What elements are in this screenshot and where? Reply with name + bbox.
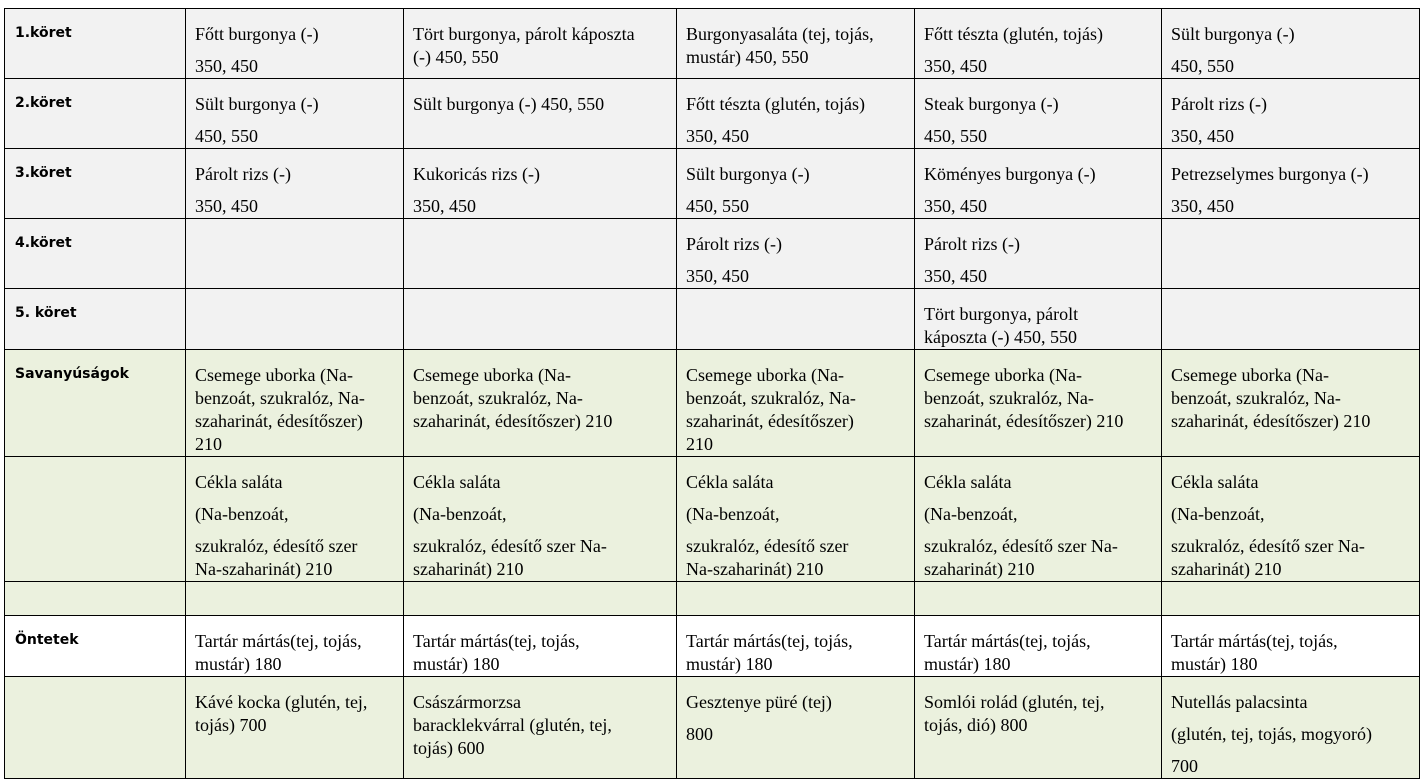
dish-cell — [677, 219, 915, 289]
table-row — [5, 616, 1420, 677]
dish-line: benzoát, szukralóz, Na- — [195, 388, 365, 408]
table-row — [5, 9, 1420, 79]
dish-cell — [186, 79, 404, 149]
dish-cell — [186, 149, 404, 219]
dish-line: (Na-benzoát, — [413, 504, 507, 524]
dish-line: mustár) 180 — [413, 654, 500, 674]
dish-cell — [1162, 289, 1420, 350]
dish-cell — [404, 350, 677, 457]
dish-cell — [404, 457, 677, 582]
dish-line: 350, 450 — [924, 56, 987, 76]
table-row — [5, 582, 1420, 616]
dish-line: szukralóz, édesítő szer Na- — [1171, 536, 1365, 556]
dish-line: szaharinát) 210 — [413, 559, 524, 579]
dish-cell — [186, 350, 404, 457]
dish-line: (Na-benzoát, — [195, 504, 289, 524]
dish-line: szaharinát, édesítőszer) — [686, 411, 854, 431]
dish-line: Steak burgonya (-) — [924, 94, 1059, 114]
dish-line: Csemege uborka (Na- — [1171, 365, 1329, 385]
dish-line: Petrezselymes burgonya (-) — [1171, 164, 1369, 184]
dish-line: baracklekvárral (glutén, tej, — [413, 715, 612, 735]
dish-line: 350, 450 — [924, 266, 987, 286]
dish-line: Cékla saláta — [413, 472, 501, 492]
dish-line: 350, 450 — [686, 266, 749, 286]
row-label: 1.köret — [5, 9, 186, 79]
dish-line: Burgonyasaláta (tej, tojás, — [686, 24, 874, 44]
dish-line: 350, 450 — [1171, 126, 1234, 146]
dish-line: 700 — [1171, 756, 1198, 776]
dish-line: 350, 450 — [195, 196, 258, 216]
dish-cell — [404, 9, 677, 79]
dish-line: szukralóz, édesítő szer Na- — [924, 536, 1118, 556]
dish-line: Na-szaharinát) 210 — [686, 559, 824, 579]
dish-cell — [915, 79, 1162, 149]
dish-line: mustár) 180 — [686, 654, 773, 674]
dish-line: Sült burgonya (-) — [1171, 24, 1295, 44]
dish-line: Csemege uborka (Na- — [686, 365, 844, 385]
dish-line: Császármorzsa — [413, 692, 521, 712]
dish-line: Sült burgonya (-) — [686, 164, 810, 184]
dish-line: Kávé kocka (glutén, tej, — [195, 692, 368, 712]
dish-cell — [1162, 677, 1420, 779]
dish-cell — [677, 616, 915, 677]
dish-cell — [677, 289, 915, 350]
dish-cell — [677, 350, 915, 457]
dish-cell — [186, 616, 404, 677]
dish-line: Tartár mártás(tej, tojás, — [686, 631, 853, 651]
dish-cell — [404, 616, 677, 677]
dish-cell — [1162, 616, 1420, 677]
dish-line: tojás) 700 — [195, 715, 267, 735]
dish-cell — [404, 677, 677, 779]
dish-cell — [186, 457, 404, 582]
dish-line: benzoát, szukralóz, Na- — [686, 388, 856, 408]
dish-cell — [915, 582, 1162, 616]
dish-line: szaharinát, édesítőszer) 210 — [924, 411, 1124, 431]
dish-cell — [1162, 149, 1420, 219]
table-row — [5, 149, 1420, 219]
dish-line: szaharinát) 210 — [924, 559, 1035, 579]
dish-cell — [677, 457, 915, 582]
dish-line: Cékla saláta — [1171, 472, 1259, 492]
dish-line: Párolt rizs (-) — [924, 234, 1020, 254]
dish-line: 800 — [686, 724, 713, 744]
dish-cell — [1162, 9, 1420, 79]
table-row — [5, 457, 1420, 582]
dish-line: Somlói rolád (glutén, tej, — [924, 692, 1105, 712]
menu-table-body — [5, 9, 1420, 779]
row-label: 5. köret — [5, 289, 186, 350]
dish-cell — [186, 289, 404, 350]
dish-line: Tartár mártás(tej, tojás, — [1171, 631, 1338, 651]
table-row — [5, 219, 1420, 289]
dish-line: Párolt rizs (-) — [1171, 94, 1267, 114]
dish-line: Cékla saláta — [686, 472, 774, 492]
dish-cell — [1162, 582, 1420, 616]
dish-line: (-) 450, 550 — [413, 47, 499, 67]
dish-cell — [404, 289, 677, 350]
table-row — [5, 289, 1420, 350]
dish-cell — [1162, 219, 1420, 289]
row-label: Savanyúságok — [5, 350, 186, 457]
dish-line: Párolt rizs (-) — [686, 234, 782, 254]
table-row — [5, 677, 1420, 779]
dish-line: mustár) 180 — [1171, 654, 1258, 674]
dish-cell — [404, 149, 677, 219]
dish-line: 350, 450 — [686, 126, 749, 146]
dish-line: 450, 550 — [924, 126, 987, 146]
dish-line: mustár) 180 — [195, 654, 282, 674]
dish-cell — [915, 616, 1162, 677]
dish-line: Nutellás palacsinta — [1171, 692, 1308, 712]
dish-line: Na-szaharinát) 210 — [195, 559, 333, 579]
dish-line: (Na-benzoát, — [924, 504, 1018, 524]
dish-line: 210 — [686, 434, 713, 454]
dish-line: Tartár mártás(tej, tojás, — [413, 631, 580, 651]
row-label: 2.köret — [5, 79, 186, 149]
dish-line: mustár) 180 — [924, 654, 1011, 674]
dish-line: benzoát, szukralóz, Na- — [924, 388, 1094, 408]
row-label — [5, 582, 186, 616]
dish-cell — [915, 350, 1162, 457]
dish-line: tojás) 600 — [413, 738, 485, 758]
dish-line: szaharinát) 210 — [1171, 559, 1282, 579]
dish-line: Köményes burgonya (-) — [924, 164, 1096, 184]
dish-line: Főtt tészta (glutén, tojás) — [924, 24, 1103, 44]
dish-line: Gesztenye püré (tej) — [686, 692, 832, 712]
dish-line: káposzta (-) 450, 550 — [924, 327, 1077, 347]
dish-line: (glutén, tej, tojás, mogyoró) — [1171, 724, 1372, 744]
dish-cell — [677, 677, 915, 779]
dish-line: Tört burgonya, párolt — [924, 304, 1079, 324]
dish-cell — [1162, 457, 1420, 582]
menu-table — [4, 8, 1420, 779]
dish-line: szukralóz, édesítő szer — [195, 536, 358, 556]
dish-line: szaharinát, édesítőszer) — [195, 411, 363, 431]
dish-line: Csemege uborka (Na- — [924, 365, 1082, 385]
dish-cell — [915, 457, 1162, 582]
dish-line: benzoát, szukralóz, Na- — [413, 388, 583, 408]
dish-cell — [404, 79, 677, 149]
dish-line: Tartár mártás(tej, tojás, — [924, 631, 1091, 651]
dish-cell — [677, 582, 915, 616]
dish-line: 350, 450 — [1171, 196, 1234, 216]
dish-cell — [677, 79, 915, 149]
dish-line: szaharinát, édesítőszer) 210 — [1171, 411, 1371, 431]
dish-line: Kukoricás rizs (-) — [413, 164, 540, 184]
dish-line: szaharinát, édesítőszer) 210 — [413, 411, 613, 431]
dish-cell — [915, 677, 1162, 779]
row-label: Öntetek — [5, 616, 186, 677]
dish-line: Cékla saláta — [924, 472, 1012, 492]
dish-cell — [677, 149, 915, 219]
dish-line: szukralóz, édesítő szer Na- — [413, 536, 607, 556]
row-label — [5, 457, 186, 582]
dish-line: Sült burgonya (-) 450, 550 — [413, 94, 605, 114]
dish-line: tojás, dió) 800 — [924, 715, 1028, 735]
dish-cell — [404, 582, 677, 616]
row-label — [5, 677, 186, 779]
dish-cell — [186, 582, 404, 616]
dish-line: 450, 550 — [195, 126, 258, 146]
dish-line: Cékla saláta — [195, 472, 283, 492]
dish-cell — [677, 9, 915, 79]
table-row — [5, 79, 1420, 149]
row-label: 3.köret — [5, 149, 186, 219]
dish-cell — [186, 9, 404, 79]
dish-cell — [186, 677, 404, 779]
dish-cell — [915, 9, 1162, 79]
dish-cell — [915, 149, 1162, 219]
dish-cell — [186, 219, 404, 289]
dish-line: 450, 550 — [686, 196, 749, 216]
dish-line: 450, 550 — [1171, 56, 1234, 76]
dish-line: mustár) 450, 550 — [686, 47, 809, 67]
dish-line: 350, 450 — [195, 56, 258, 76]
dish-line: 350, 450 — [413, 196, 476, 216]
dish-line: benzoát, szukralóz, Na- — [1171, 388, 1341, 408]
dish-line: 350, 450 — [924, 196, 987, 216]
dish-line: 210 — [195, 434, 222, 454]
dish-line: Csemege uborka (Na- — [195, 365, 353, 385]
dish-cell — [915, 219, 1162, 289]
dish-cell — [1162, 350, 1420, 457]
dish-line: Főtt burgonya (-) — [195, 24, 319, 44]
dish-line: Főtt tészta (glutén, tojás) — [686, 94, 865, 114]
table-row — [5, 350, 1420, 457]
dish-line: Tört burgonya, párolt káposzta — [413, 24, 635, 44]
dish-line: (Na-benzoát, — [1171, 504, 1265, 524]
dish-line: Tartár mártás(tej, tojás, — [195, 631, 362, 651]
dish-line: Csemege uborka (Na- — [413, 365, 571, 385]
dish-line: (Na-benzoát, — [686, 504, 780, 524]
dish-cell — [915, 289, 1162, 350]
dish-cell — [404, 219, 677, 289]
dish-line: Sült burgonya (-) — [195, 94, 319, 114]
dish-line: szukralóz, édesítő szer — [686, 536, 849, 556]
dish-cell — [1162, 79, 1420, 149]
dish-line: Párolt rizs (-) — [195, 164, 291, 184]
row-label: 4.köret — [5, 219, 186, 289]
